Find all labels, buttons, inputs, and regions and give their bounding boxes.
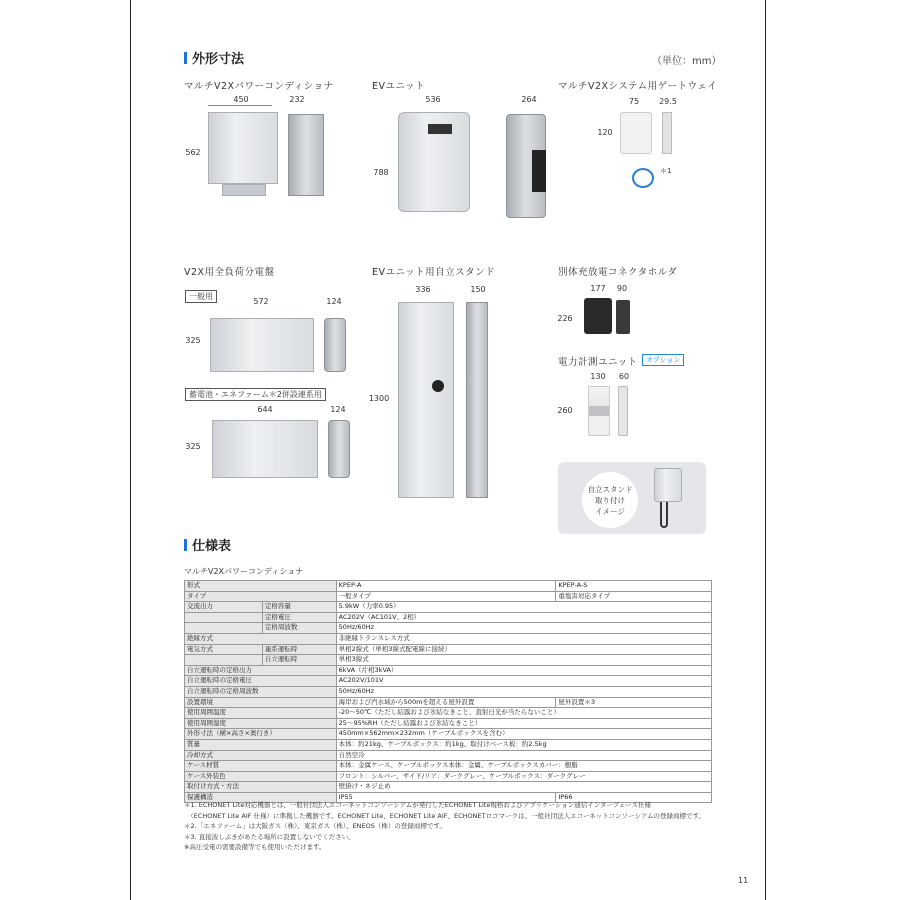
- title-bar-icon: [184, 539, 187, 551]
- table-cell: 自立運転時の定格出力: [185, 665, 337, 676]
- stand-side-image: [466, 302, 488, 498]
- panel2-side-image: [328, 420, 350, 478]
- dim-panel1-h: 325: [185, 336, 201, 345]
- table-cell: 使用周囲湿度: [185, 718, 337, 729]
- tag-combined: 蓄電池・エネファーム＊2併設連系用: [185, 388, 326, 401]
- option-badge: オプション: [642, 354, 684, 366]
- callout-bubble: 自立スタンド 取り付け イメージ: [582, 472, 638, 528]
- dim-panel2-d: 124: [330, 405, 346, 414]
- table-row: [185, 623, 712, 634]
- dim-gw-w: 75: [628, 97, 640, 106]
- table-cell: 定格電圧: [262, 612, 336, 623]
- table-cell: 海岸および汽水域から500mを超える屋外設置: [336, 697, 556, 708]
- pcs-front-image: [208, 112, 278, 184]
- table-cell: 電気方式: [185, 644, 263, 655]
- table-row: [185, 697, 712, 708]
- spec-subtitle: マルチV2Xパワーコンディショナ: [184, 567, 304, 576]
- footnote: ＊1. ECHONET Lite対応機器とは、一般社団法人エコーネットコンソーシアムが発行したECHONET Lite規格およびアプリケーション通信インターフェース仕様: [184, 801, 651, 809]
- section-title-dimensions: 外形寸法: [184, 48, 244, 67]
- tag-general: 一般用: [185, 290, 217, 303]
- panel1-front-image: [210, 318, 314, 372]
- table-cell: 冷却方式: [185, 750, 337, 761]
- dim-pcs-h: 562: [185, 148, 201, 157]
- dim-holder-d: 90: [616, 284, 628, 293]
- table-row: [185, 602, 712, 613]
- table-cell: 形式: [185, 581, 337, 592]
- table-cell: 壁掛け・ネジ止め: [336, 782, 711, 793]
- footnote: （ECHONET Lite AIF 仕様）に準拠した機器です。ECHONET Lite、ECHONET Lite AIF、ECHONETロゴマークは、一般社団法人エコーネットコンソーシアムの登録商標です。: [184, 811, 705, 820]
- table-cell: [185, 655, 263, 666]
- dim-line: [208, 105, 272, 106]
- meter-side-image: [618, 386, 628, 436]
- dim-holder-w: 177: [590, 284, 606, 293]
- dim-gw-d: 29.5: [659, 97, 677, 106]
- panel2-front-image: [212, 420, 318, 478]
- table-cell: KPEP-A-S: [556, 581, 712, 592]
- dim-panel1-w: 572: [253, 297, 269, 306]
- table-cell: 使用周囲温度: [185, 708, 337, 719]
- table-cell: IP66: [556, 792, 712, 803]
- table-cell: IP55: [336, 792, 556, 803]
- table-cell: 保護構造: [185, 792, 337, 803]
- product-name-ev: EVユニット: [372, 81, 426, 92]
- table-cell: 450mm×562mm×232mm（ケーブルボックスを含む）: [336, 729, 711, 740]
- table-cell: [185, 612, 263, 623]
- table-row: [185, 655, 712, 666]
- spec-table: [184, 580, 712, 803]
- product-name-panel: V2X用全負荷分電盤: [184, 267, 275, 278]
- table-cell: 25～95%RH（ただし結露および氷結なきこと）: [336, 718, 711, 729]
- table-cell: ケース材質: [185, 761, 337, 772]
- table-cell: 自立運転時の定格電圧: [185, 676, 337, 687]
- table-cell: 非絶縁トランスレス方式: [336, 633, 711, 644]
- footnotes: [184, 800, 724, 853]
- table-row: [185, 739, 712, 750]
- table-cell: AC202V/101V: [336, 676, 711, 687]
- callout-cable: [660, 502, 668, 528]
- table-cell: フロント：シルバー、サイド/リア：ダークグレー、ケーブルボックス：ダークグレー: [336, 771, 711, 782]
- table-row: [185, 761, 712, 772]
- table-row: [185, 633, 712, 644]
- table-row: [185, 718, 712, 729]
- dim-stand-w: 336: [415, 285, 431, 294]
- table-cell: 6kVA（片相3kVA）: [336, 665, 711, 676]
- table-row: [185, 771, 712, 782]
- pcs-cable-box: [222, 184, 266, 196]
- table-cell: 定格周波数: [262, 623, 336, 634]
- product-name-stand: EVユニット用自立スタンド: [372, 267, 496, 278]
- dim-panel2-w: 644: [257, 405, 273, 414]
- table-cell: 5.9kW（力率0.95）: [336, 602, 711, 613]
- holder-front-image: [584, 298, 612, 334]
- holder-side-image: [616, 300, 630, 334]
- dim-ev-w: 536: [425, 95, 441, 104]
- ev-connector: [532, 150, 546, 192]
- table-cell: 屋外設置＊3: [556, 697, 712, 708]
- table-cell: 一般タイプ: [336, 591, 556, 602]
- table-row: [185, 686, 712, 697]
- table-row: [185, 729, 712, 740]
- table-cell: 単相2線式（単相3線式配電線に接続）: [336, 644, 711, 655]
- table-cell: ケース外装色: [185, 771, 337, 782]
- ev-display: [428, 124, 452, 134]
- table-cell: 連系運転時: [262, 644, 336, 655]
- title-bar-icon: [184, 52, 187, 64]
- table-row: [185, 676, 712, 687]
- table-row: [185, 750, 712, 761]
- dim-pcs-d: 232: [289, 95, 305, 104]
- page-number: 11: [738, 876, 749, 885]
- table-cell: [185, 623, 263, 634]
- unit-label: （単位：mm）: [652, 56, 722, 67]
- dim-meter-w: 130: [590, 372, 606, 381]
- footnote: ＊3. 直接波しぶきがあたる場所に設置しないでください。: [184, 832, 355, 841]
- dim-stand-h: 1300: [368, 394, 390, 403]
- table-cell: 本体：約21kg、ケーブルボックス：約1kg、取付けベース板：約2.5kg: [336, 739, 711, 750]
- stand-front-image: [398, 302, 454, 498]
- product-name-meter: 電力計測ユニット: [558, 357, 638, 368]
- dim-stand-d: 150: [470, 285, 486, 294]
- table-cell: 自然空冷: [336, 750, 711, 761]
- section-title-spec: 仕様表: [184, 535, 231, 554]
- table-cell: タイプ: [185, 591, 337, 602]
- table-cell: 自立運転時の定格周波数: [185, 686, 337, 697]
- table-row: [185, 665, 712, 676]
- table-row: [185, 591, 712, 602]
- table-cell: 外形寸法（横×高さ×奥行き）: [185, 729, 337, 740]
- gw-front-image: [620, 112, 652, 154]
- table-cell: KPEP-A: [336, 581, 556, 592]
- table-cell: 設置環境: [185, 697, 337, 708]
- table-cell: 交流出力: [185, 602, 263, 613]
- echonet-logo-icon: [632, 168, 654, 188]
- table-cell: 質量: [185, 739, 337, 750]
- panel1-side-image: [324, 318, 346, 372]
- table-row: [185, 782, 712, 793]
- table-cell: 重塩害対応タイプ: [556, 591, 712, 602]
- dim-gw-h: 120: [597, 128, 613, 137]
- pcs-side-image: [288, 114, 324, 196]
- footnote: ※高圧受電の需要設備等でも使用いただけます。: [184, 843, 326, 851]
- table-row: [185, 708, 712, 719]
- table-cell: 本体：金属ケース、ケーブルボックス本体：金属、ケーブルボックスカバー：樹脂: [336, 761, 711, 772]
- table-cell: 自立運転時: [262, 655, 336, 666]
- table-cell: 絶縁方式: [185, 633, 337, 644]
- callout-ev-image: [654, 468, 682, 502]
- table-cell: 50Hz/60Hz: [336, 623, 711, 634]
- table-row: [185, 612, 712, 623]
- table-cell: 50Hz/60Hz: [336, 686, 711, 697]
- dim-meter-d: 60: [618, 372, 630, 381]
- table-cell: -20～50℃（ただし結露および氷結なきこと、直射日光が当たらないこと）: [336, 708, 711, 719]
- product-name-holder: 別体充放電コネクタホルダ: [558, 267, 678, 278]
- table-cell: 取付け方式・方法: [185, 782, 337, 793]
- table-cell: 定格容量: [262, 602, 336, 613]
- footnote: ＊2.「エネファーム」は大阪ガス（株）、東京ガス（株）、ENEOS（株）の登録商標です。: [184, 822, 446, 830]
- table-cell: 単相3線式: [336, 655, 711, 666]
- stand-hole: [432, 380, 444, 392]
- table-row: [185, 644, 712, 655]
- dim-holder-h: 226: [557, 314, 573, 323]
- dim-pcs-w: 450: [233, 95, 249, 104]
- gw-side-image: [662, 112, 672, 154]
- dim-ev-d: 264: [521, 95, 537, 104]
- dim-panel1-d: 124: [326, 297, 342, 306]
- product-name-gw: マルチV2Xシステム用ゲートウェイ: [558, 81, 718, 92]
- table-row: [185, 581, 712, 592]
- dim-meter-h: 260: [557, 406, 573, 415]
- dim-ev-h: 788: [373, 168, 389, 177]
- gw-note: ＊1: [660, 167, 672, 175]
- meter-front-image: [588, 386, 610, 436]
- table-cell: AC202V（AC101V、2相）: [336, 612, 711, 623]
- product-name-pcs: マルチV2Xパワーコンディショナ: [184, 81, 334, 92]
- dim-panel2-h: 325: [185, 442, 201, 451]
